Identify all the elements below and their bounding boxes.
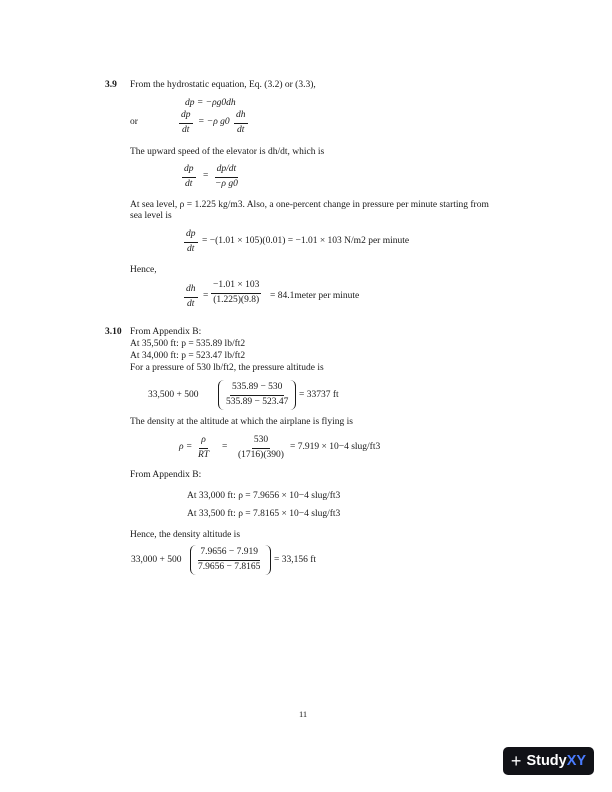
numerator: dp/dt <box>215 165 239 178</box>
density-text: The density at the altitude at which the airplane is flying is <box>130 417 353 427</box>
plus-icon: + <box>510 750 522 771</box>
pressure-altitude-result: = 33737 ft <box>299 390 339 400</box>
rho-equals: ρ = <box>179 442 193 452</box>
problem-number-3-9: 3.9 <box>105 80 117 90</box>
studyxy-logo[interactable] <box>503 747 594 775</box>
density-altitude-text: Hence, the density altitude is <box>130 530 241 540</box>
pressure-change-result: = −(1.01 × 105)(0.01) = −1.01 × 103 N/m2 per minute <box>202 236 410 246</box>
appendix-intro: From Appendix B: <box>130 327 202 337</box>
fraction-pressure-interp <box>224 383 290 407</box>
page-number: 11 <box>299 709 308 719</box>
or-text: or <box>130 117 138 127</box>
denominator: dt <box>185 178 193 189</box>
denominator: 535.89 − 523.47 <box>226 396 289 407</box>
density-33500: At 33,500 ft: ρ = 7.8165 × 10−4 slug/ft3 <box>187 509 341 519</box>
problem-number-3-10: 3.10 <box>105 327 122 337</box>
hence-text: Hence, <box>130 265 157 275</box>
intro-text: From the hydrostatic equation, Eq. (3.2) or (3.3), <box>130 80 316 90</box>
fraction-dpdt-rho-g0 <box>213 165 240 189</box>
denominator: RT <box>198 449 210 460</box>
equation-hydrostatic: dp = −ρg0dh <box>185 98 236 108</box>
numerator: dp <box>179 111 193 124</box>
altitude-prefix: 33,500 + 500 <box>148 390 199 400</box>
numerator: ρ <box>199 436 208 449</box>
density-altitude-prefix: 33,000 + 500 <box>131 555 182 565</box>
fraction-dh-dt <box>234 111 248 135</box>
density-altitude-result: = 33,156 ft <box>274 555 317 565</box>
numerator: 530 <box>252 436 270 449</box>
denominator: dt <box>182 124 190 135</box>
numerator: 535.89 − 530 <box>230 383 284 396</box>
fraction-rho-rt <box>196 436 211 460</box>
equals-sign: = <box>222 442 228 452</box>
numerator: −1.01 × 103 <box>211 281 261 294</box>
pressure-35500: At 35,500 ft: p = 535.89 lb/ft2 <box>130 339 246 349</box>
fraction-speed-calculation <box>211 281 261 305</box>
denominator: dt <box>237 124 245 135</box>
fraction-dp-dt <box>179 111 193 135</box>
logo-xy-text: XY <box>566 753 587 769</box>
pressure-34000: At 34,000 ft: p = 523.47 lb/ft2 <box>130 351 246 361</box>
equals-sign: = <box>203 291 209 301</box>
numerator: 7.9656 − 7.919 <box>198 548 260 561</box>
density-result: = 7.919 × 10−4 slug/ft3 <box>290 442 381 452</box>
appendix-intro-2: From Appendix B: <box>130 470 202 480</box>
fraction-dh-dt <box>184 285 198 309</box>
equals-rho-g0: = −ρ g0 <box>198 117 230 127</box>
right-parenthesis <box>264 545 271 575</box>
denominator: (1.225)(9.8) <box>213 294 260 305</box>
fraction-density-calc <box>236 436 286 460</box>
equals-sign: = <box>203 171 209 181</box>
fraction-density-interp <box>196 548 262 572</box>
speed-result: = 84.1meter per minute <box>270 291 360 301</box>
denominator: dt <box>187 298 195 309</box>
denominator: 7.9656 − 7.8165 <box>198 561 261 572</box>
numerator: dp <box>182 165 196 178</box>
denominator: dt <box>187 243 195 254</box>
pressure-altitude-text: For a pressure of 530 lb/ft2, the pressure altitude is <box>130 363 324 373</box>
numerator: dh <box>234 111 248 124</box>
sea-level-text-line2: sea level is <box>130 211 172 221</box>
denominator: (1716)(390) <box>238 449 284 460</box>
density-33000: At 33,000 ft: ρ = 7.9656 × 10−4 slug/ft3 <box>187 491 341 501</box>
fraction-dp-dt <box>182 165 196 189</box>
numerator: dh <box>184 285 198 298</box>
sea-level-text-line1: At sea level, ρ = 1.225 kg/m3. Also, a one-percent change in pressure per minute starting from <box>130 200 489 210</box>
fraction-dp-dt <box>184 230 198 254</box>
right-parenthesis <box>289 380 296 410</box>
numerator: dp <box>184 230 198 243</box>
denominator: −ρ g0 <box>215 178 238 189</box>
upward-speed-text: The upward speed of the elevator is dh/dt, which is <box>130 147 325 157</box>
logo-study-text: Study <box>526 753 567 769</box>
